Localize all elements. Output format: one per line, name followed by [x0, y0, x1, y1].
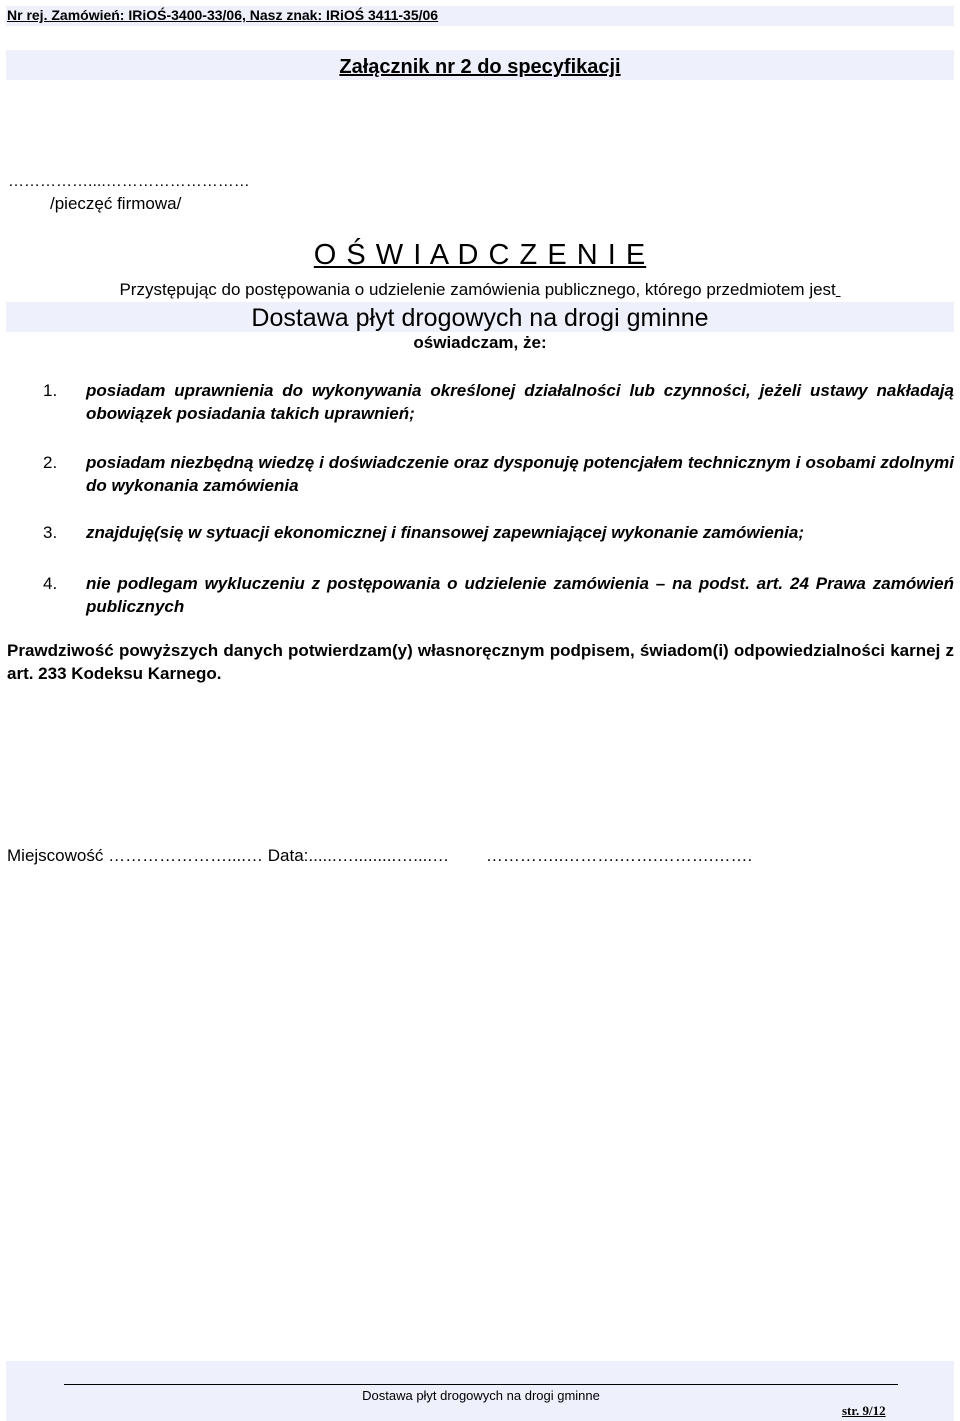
stamp-dots: ……………....………………………	[8, 173, 250, 190]
intro-text	[6, 279, 954, 300]
list-item-number: 4.	[43, 574, 58, 593]
date-label: Data:	[267, 846, 309, 865]
list-item	[43, 521, 954, 544]
header-reference: Nr rej. Zamówień: IRiOŚ-3400-33/06, Nasz znak: IRiOŚ 3411-35/06	[7, 7, 439, 23]
final-statement: Prawdziwość powyższych danych potwierdzam(y) własnoręcznym podpisem, świadom(i) odpowiedzialności karnej z art. 233 Kodeksu Karnego.	[7, 641, 954, 683]
stamp-label: /pieczęć firmowa/	[50, 194, 182, 213]
signature-line	[7, 845, 752, 867]
annex-title: Załącznik nr 2 do specyfikacji	[339, 56, 621, 78]
list-item-number: 2.	[43, 453, 58, 472]
subject-title: Dostawa płyt drogowych na drogi gminne	[251, 304, 709, 332]
page-number: str. 9/12	[842, 1403, 886, 1418]
place-label: Miejscowość	[7, 846, 104, 865]
list-item-text: posiadam uprawnienia do wykonywania określonej działalności lub czynności, jeżeli ustawy nakładają obowiązek posiadania takich uprawnień;	[86, 381, 954, 423]
list-item-text: posiadam niezbędną wiedzę i doświadczenie oraz dysponuję potencjałem technicznym i osobami zdolnymi do wykonania zamówienia	[86, 453, 954, 495]
list-item	[43, 451, 954, 497]
place-dots: …………………....…	[108, 846, 263, 865]
intro-sentence: Przystępując do postępowania o udzielenie zamówienia publicznego, którego przedmiotem jest	[119, 280, 836, 299]
list-item-text: nie podlegam wykluczeniu z postępowania o udzielenie zamówienia – na podst. art. 24 Prawa zamówień publicznych	[86, 574, 954, 616]
footer-title: Dostawa płyt drogowych na drogi gminne	[362, 1388, 600, 1403]
signature-dots: …………..……….…….……….…….	[485, 846, 753, 865]
list-item	[43, 572, 954, 618]
intro-underline	[836, 280, 841, 299]
declare-label: oświadczam, że:	[413, 333, 547, 352]
list-item-text: znajduję(się w sytuacji ekonomicznej i finansowej zapewniającej wykonanie zamówienia;	[86, 523, 804, 542]
declaration-title: O Ś W I A D C Z E N I E	[313, 239, 647, 271]
list-item-number: 1.	[43, 381, 58, 400]
footer-rule	[64, 1384, 898, 1385]
list-item	[43, 379, 954, 425]
list-item-number: 3.	[43, 523, 58, 542]
date-dots: ......….........…....…	[308, 846, 450, 865]
